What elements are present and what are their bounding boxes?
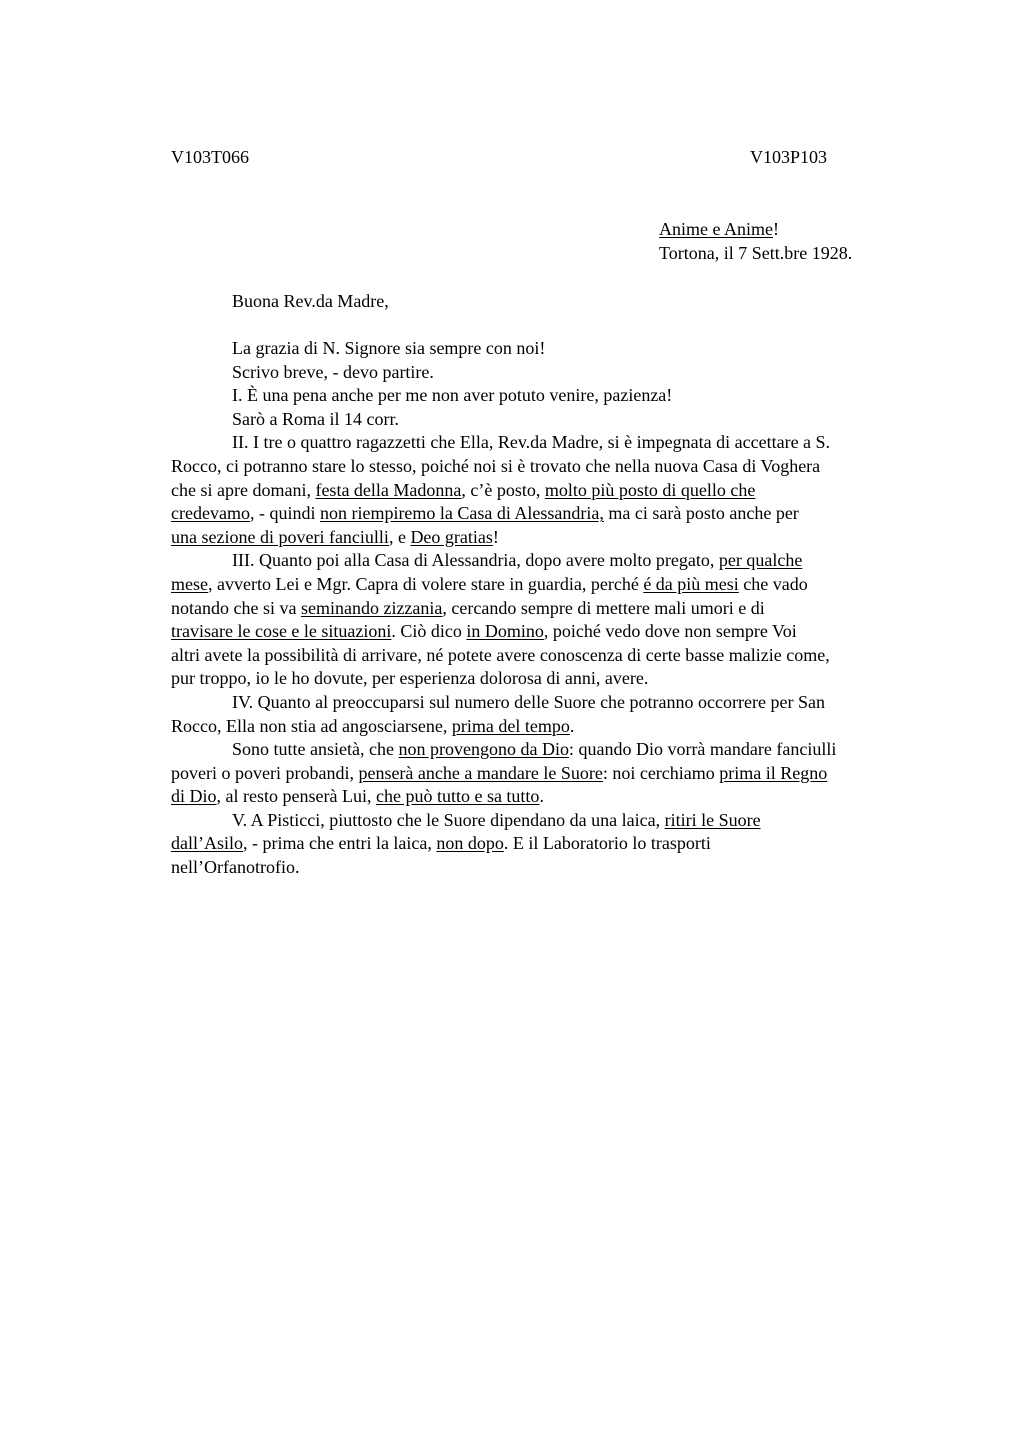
underlined-text: una sezione di poveri fanciulli (171, 526, 389, 547)
motto-underlined: Anime e Anime (659, 219, 773, 239)
motto-tail: ! (772, 219, 779, 239)
underlined-text: festa della Madonna (315, 479, 462, 500)
text-run: , c’è posto, (461, 479, 545, 500)
body-line (171, 785, 941, 809)
text-run: . Ciò dico (391, 621, 467, 642)
text-run: poveri o poveri probandi, (171, 762, 359, 783)
text-run: , al resto penserà Lui, (216, 786, 376, 807)
body-line (171, 526, 941, 550)
salutation: Buona Rev.da Madre, (232, 291, 389, 311)
underlined-text: travisare le cose e le situazioni (171, 621, 392, 642)
text-run: notando che si va (171, 597, 301, 618)
underlined-text: non riempiremo la Casa di Alessandria, (319, 503, 604, 524)
text-run: , poiché vedo dove non sempre Voi (543, 621, 797, 642)
text-run: , - prima che entri la laica, (243, 833, 437, 854)
letter-body (171, 337, 941, 880)
document-code-left: V103T066 (171, 147, 249, 167)
body-line (171, 620, 941, 644)
body-line: II. I tre o quattro ragazzetti che Ella, Rev.da Madre, si è impegnata di accettare a S. (232, 432, 831, 453)
underlined-text: per qualche (718, 550, 803, 571)
body-line: Rocco, ci potranno stare lo stesso, poiché noi si è trovato che nella nuova Casa di Voghera (171, 455, 821, 476)
letter-heading (659, 218, 852, 265)
body-line: Sarò a Roma il 14 corr. (232, 408, 399, 429)
motto-line (659, 218, 852, 242)
text-run: , avverto Lei e Mgr. Capra di volere stare in guardia, perché (207, 573, 644, 594)
body-line (171, 832, 941, 856)
underlined-text: prima del tempo (451, 715, 570, 736)
underlined-text: in Domino (466, 621, 544, 642)
body-line: Scrivo breve, - devo partire. (232, 361, 434, 382)
underlined-text: prima il Regno (719, 762, 828, 783)
body-line: pur troppo, io le ho dovute, per esperienza dolorosa di anni, avere. (171, 668, 649, 689)
text-run: che si apre domani, (171, 479, 316, 500)
text-run: III. Quanto poi alla Casa di Alessandria, dopo avere molto pregato, (232, 550, 719, 571)
underlined-text: penserà anche a mandare le Suore (358, 762, 603, 783)
body-line (171, 479, 941, 503)
body-line: nell’Orfanotrofio. (171, 857, 300, 878)
text-run: , cercando sempre di mettere mali umori e di (442, 597, 765, 618)
body-line: IV. Quanto al preoccuparsi sul numero delle Suore che potranno occorrere per San (232, 691, 825, 712)
text-run: , e (388, 526, 411, 547)
body-line (171, 762, 941, 786)
body-line: altri avete la possibilità di arrivare, né potete avere conoscenza di certe basse malizie come, (171, 644, 830, 665)
text-run: . (539, 786, 544, 807)
body-line (171, 597, 941, 621)
underlined-text: seminando zizzania (300, 597, 443, 618)
underlined-text: Deo gratias (410, 526, 493, 547)
underlined-text: mese (171, 573, 208, 594)
place-date: Tortona, il 7 Sett.bre 1928. (659, 242, 853, 263)
text-run: , - quindi (249, 503, 320, 524)
text-run: che vado (738, 573, 808, 594)
underlined-text: di Dio (171, 786, 217, 807)
underlined-text: non dopo (436, 833, 504, 854)
underlined-text: molto più posto di quello che (544, 479, 756, 500)
underlined-text: é da più mesi (643, 573, 739, 594)
body-line (171, 809, 941, 833)
body-line (171, 573, 941, 597)
body-line (171, 715, 941, 739)
text-run: : noi cerchiamo (602, 762, 720, 783)
text-run: : quando Dio vorrà mandare fanciulli (568, 739, 837, 760)
text-run: ! (492, 526, 499, 547)
underlined-text: credevamo (171, 503, 250, 524)
text-run: . (569, 715, 575, 736)
document-code-right: V103P103 (750, 147, 828, 167)
text-run: . E il Laboratorio lo trasporti (503, 833, 711, 854)
body-line (171, 738, 941, 762)
text-run: Rocco, Ella non stia ad angosciarsene, (171, 715, 452, 736)
text-run: Sono tutte ansietà, che (232, 739, 399, 760)
underlined-text: ritiri le Suore (664, 809, 761, 830)
body-line: I. È una pena anche per me non aver potuto venire, pazienza! (232, 385, 673, 406)
body-line: La grazia di N. Signore sia sempre con noi! (232, 338, 546, 358)
underlined-text: non provengono da Dio (398, 739, 569, 760)
body-line (171, 549, 941, 573)
text-run: V. A Pisticci, piuttosto che le Suore dipendano da una laica, (232, 809, 665, 830)
text-run: ma ci sarà posto anche per (603, 503, 799, 524)
underlined-text: che può tutto e sa tutto (375, 786, 540, 807)
underlined-text: dall’Asilo (171, 833, 243, 854)
body-line (171, 502, 941, 526)
